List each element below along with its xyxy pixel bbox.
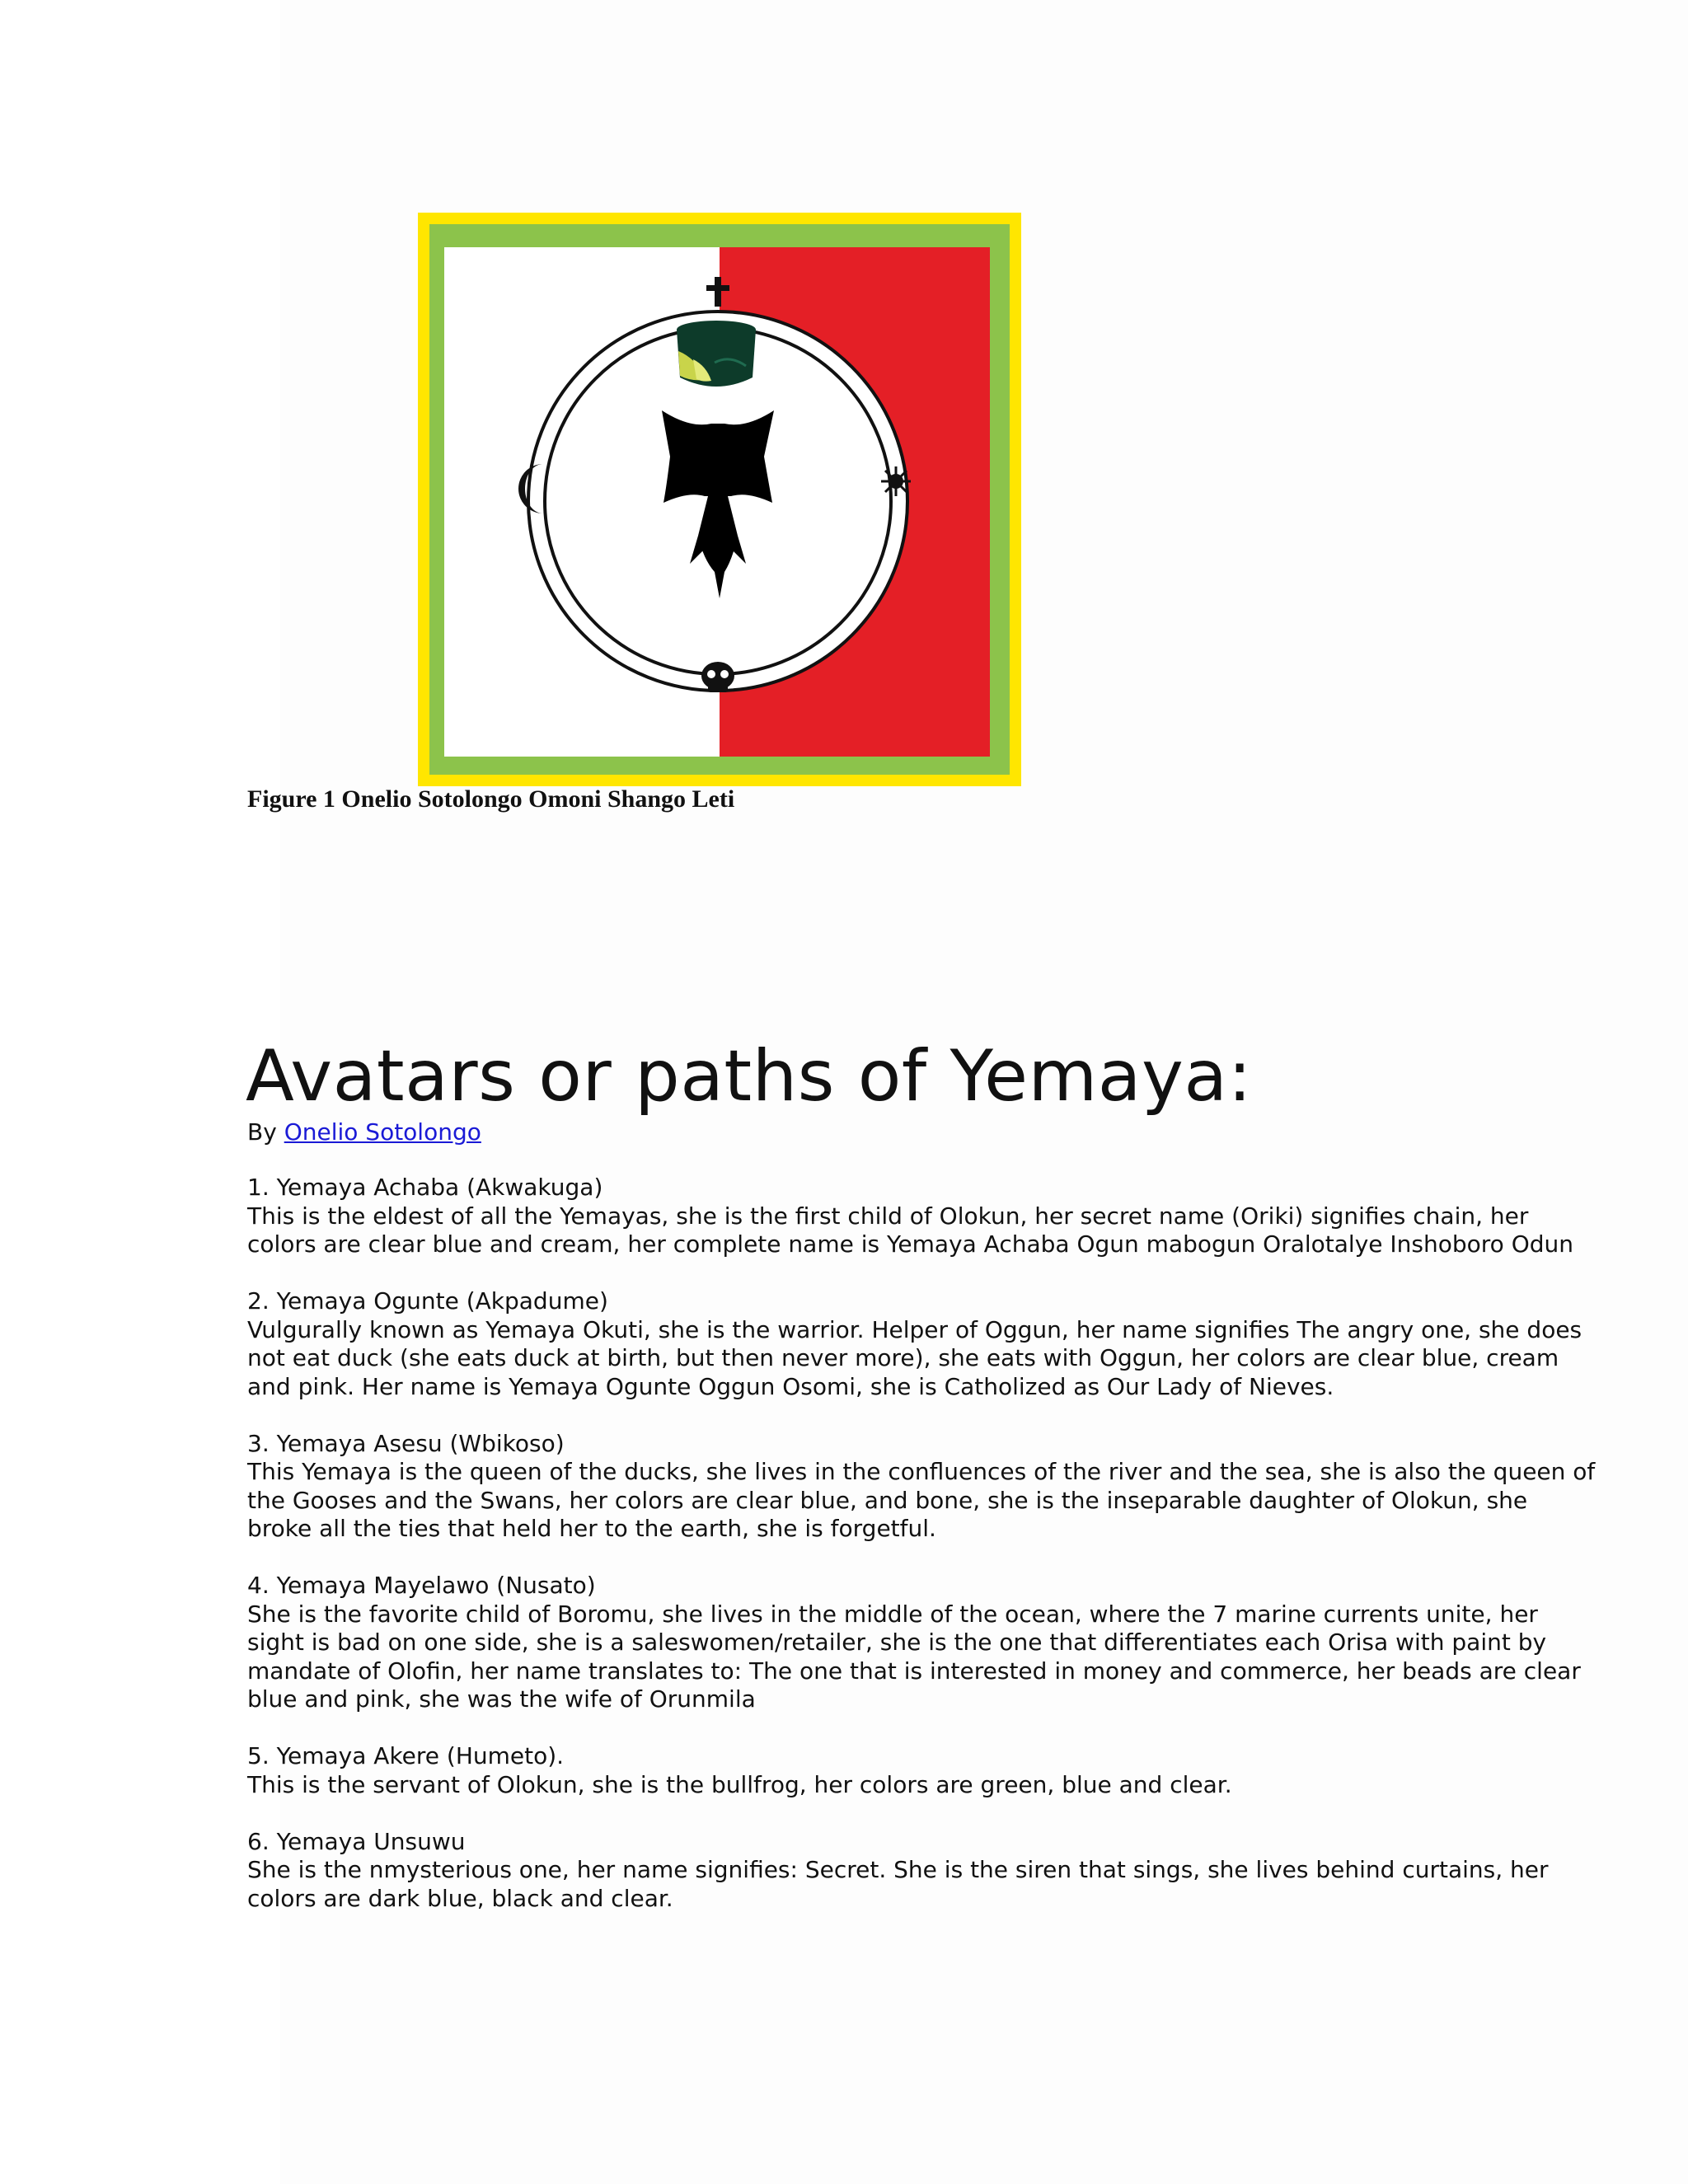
avatar-list (247, 1174, 1599, 1942)
list-item (247, 1572, 1599, 1714)
emblem-figure (418, 213, 1021, 786)
figure-caption: Figure 1 Onelio Sotolongo Omoni Shango Leti (247, 785, 735, 813)
entry-body: She is the favorite child of Boromu, she lives in the middle of the ocean, where the 7 marine currents unite, her sight is bad on one side, she is a saleswomen/retailer, she is the one that differentiates each Orisa with paint by mandate of Olofin, her name translates to: The one that is interested in money and commerce, her beads are clear blue and pink, she was the wife of Orunmila (247, 1600, 1581, 1713)
entry-heading: 1. Yemaya Achaba (Akwakuga) (247, 1174, 603, 1201)
entry-body: Vulgurally known as Yemaya Okuti, she is the warrior. Helper of Oggun, her name signifies The angry one, she does not eat duck (she eats duck at birth, but then never more), she eats with Oggun, her colors are clear blue, cream and pink. Her name is Yemaya Ogunte Oggun Osomi, she is Catholized as Our Lady of Nieves. (247, 1315, 1582, 1400)
entry-body: This is the servant of Olokun, she is the bullfrog, her colors are green, blue and clear. (247, 1770, 1232, 1798)
crown-icon (677, 321, 756, 387)
sun-icon (881, 466, 911, 496)
list-item (247, 1742, 1599, 1799)
byline-label: By (247, 1118, 277, 1146)
byline (247, 1118, 481, 1146)
entry-heading: 2. Yemaya Ogunte (Akpadume) (247, 1287, 608, 1315)
entry-heading: 3. Yemaya Asesu (Wbikoso) (247, 1429, 565, 1457)
page-title: Avatars or paths of Yemaya: (246, 1035, 1253, 1118)
entry-body: This is the eldest of all the Yemayas, she is the first child of Olokun, her secret name (Oriki) signifies chain, her colors are clear blue and cream, her complete name is Yemaya Achaba Ogun mabogun Oralotalye Inshoboro Odun (247, 1202, 1574, 1258)
entry-heading: 6. Yemaya Unsuwu (247, 1827, 466, 1855)
entry-heading: 4. Yemaya Mayelawo (Nusato) (247, 1572, 596, 1599)
list-item (247, 1287, 1599, 1401)
entry-body: She is the nmysterious one, her name signifies: Secret. She is the siren that sings, she lives behind curtains, her colors are dark blue, black and clear. (247, 1856, 1549, 1912)
entry-heading: 5. Yemaya Akere (Humeto). (247, 1742, 565, 1769)
list-item (247, 1828, 1599, 1914)
author-link[interactable]: Onelio Sotolongo (284, 1118, 481, 1146)
list-item (247, 1430, 1599, 1544)
list-item (247, 1174, 1599, 1259)
entry-body: This Yemaya is the queen of the ducks, she lives in the confluences of the river and the sea, she is also the queen of the Gooses and the Swans, her colors are clear blue, and bone, she is the inseparable daughter of Olokun, she broke all the ties that held her to the earth, she is forgetful. (247, 1458, 1596, 1542)
